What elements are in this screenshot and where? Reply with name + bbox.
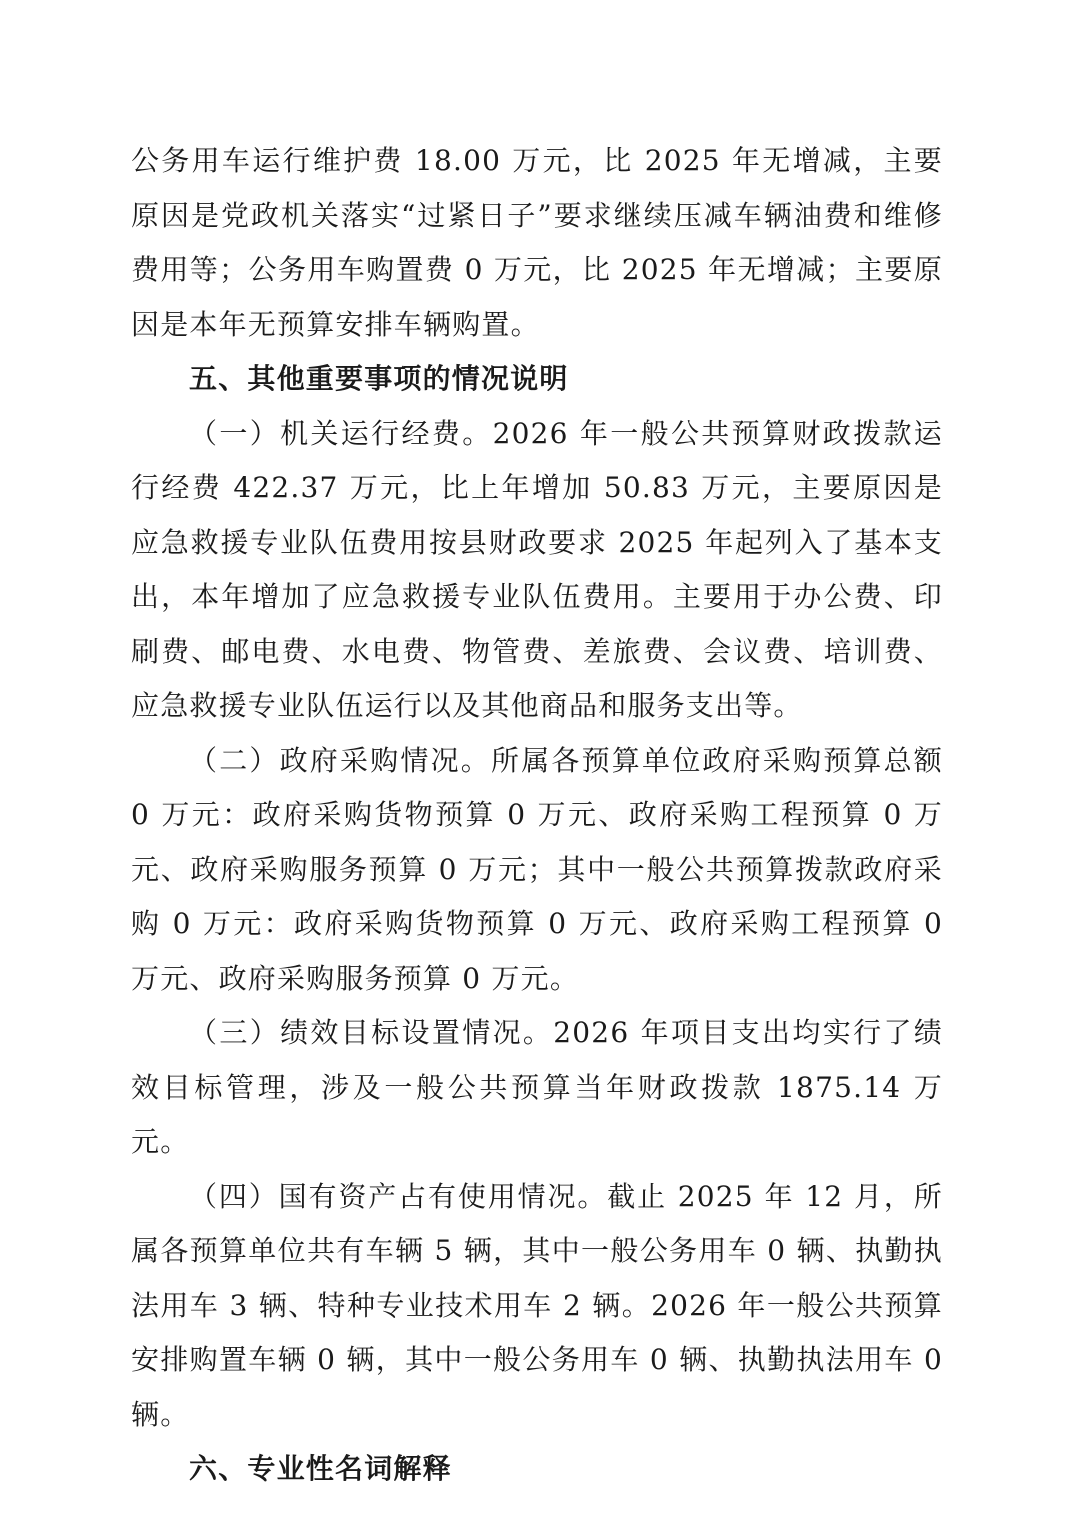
paragraph-performance-targets: （三）绩效目标设置情况。2026 年项目支出均实行了绩效目标管理，涉及一般公共预算当年财政拨款 1875.14 万元。 bbox=[131, 1016, 943, 1158]
paragraph-operating-funds: （一）机关运行经费。2026 年一般公共预算财政拨款运行经费 422.37 万元，比上年增加 50.83 万元，主要原因是应急救援专业队伍费用按县财政要求 2025 年起列入了基本支出，本年增加了应急救援专业队伍费用。主要用于办公费、印刷费、邮电费、水电费、物管费、差旅费、会议费、培训费、应急救援专业队伍运行以及其他商品和服务支出等。 bbox=[131, 416, 943, 722]
paragraph-state-assets: （四）国有资产占有使用情况。截止 2025 年 12 月，所属各预算单位共有车辆 5 辆，其中一般公务用车 0 辆、执勤执法用车 3 辆、特种专业技术用车 2 辆。2026 年一般公共预算安排购置车辆 0 辆，其中一般公务用车 0 辆、执勤执法用车 0 辆。 bbox=[131, 1179, 943, 1431]
section-heading-other-matters: 五、其他重要事项的情况说明 bbox=[189, 362, 569, 395]
section-heading-terminology: 六、专业性名词解释 bbox=[189, 1452, 452, 1485]
paragraph-vehicle-costs: 公务用车运行维护费 18.00 万元，比 2025 年无增减，主要原因是党政机关落实“过紧日子”要求继续压减车辆油费和维修费用等；公务用车购置费 0 万元，比 2025 年无增减；主要原因是本年无预算安排车辆购置。 bbox=[131, 144, 943, 341]
document-body bbox=[131, 134, 943, 1497]
paragraph-government-procurement: （二）政府采购情况。所属各预算单位政府采购预算总额 0 万元：政府采购货物预算 0 万元、政府采购工程预算 0 万元、政府采购服务预算 0 万元；其中一般公共预算拨款政府采购 0 万元：政府采购货物预算 0 万元、政府采购工程预算 0 万元、政府采购服务预算 0 万元。 bbox=[131, 743, 943, 995]
